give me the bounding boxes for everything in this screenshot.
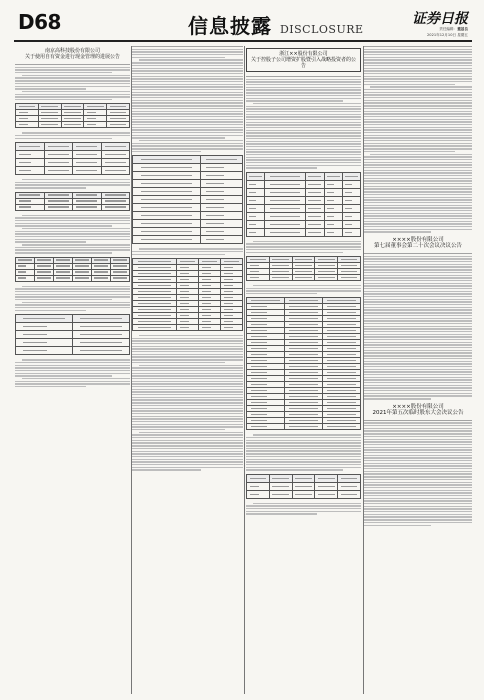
company-name: 浙江××股份有限公司 xyxy=(279,51,328,57)
column-right-1 xyxy=(246,46,361,694)
newspaper-logo: 证券日报 xyxy=(412,11,468,27)
announcement-title: 关于使用自有资金进行现金管理的进展公告 xyxy=(24,54,120,60)
data-table xyxy=(132,258,243,331)
body-text xyxy=(15,64,130,100)
section-title xyxy=(188,10,364,39)
body-text xyxy=(364,420,472,526)
announcement-header xyxy=(246,48,361,72)
masthead xyxy=(14,8,472,42)
company-name: ××××股份有限公司 xyxy=(392,236,444,243)
announcement-title: 第七届董事会第二十次会议决议公告 xyxy=(373,243,462,250)
data-table xyxy=(15,142,130,175)
announcement-title: 关于控股子公司增资扩股暨引入战略投资者的公告 xyxy=(250,57,356,69)
page-number: D68 xyxy=(18,10,61,34)
company-name: 南京高科技股份有限公司 xyxy=(44,48,100,54)
data-table xyxy=(15,103,130,128)
data-table xyxy=(15,257,130,282)
data-table xyxy=(132,155,243,244)
editor-line: 责任编辑：董基良 xyxy=(439,27,468,31)
data-table xyxy=(246,256,361,281)
body-text xyxy=(364,46,472,233)
announcement-header xyxy=(364,237,472,250)
date-line: 2021年12月10日 星期五 xyxy=(427,33,468,37)
column-left xyxy=(15,46,130,694)
data-table xyxy=(246,297,361,430)
body-text xyxy=(132,46,243,152)
data-table xyxy=(15,314,130,355)
column-middle xyxy=(132,46,243,694)
section-title-en: DISCLOSURE xyxy=(279,23,364,36)
announcement-title: 2021年第五次临时股东大会决议公告 xyxy=(372,410,464,417)
announcement-header xyxy=(15,48,130,60)
data-table xyxy=(15,192,130,211)
announcement-header xyxy=(364,404,472,417)
data-table xyxy=(246,474,361,499)
section-title-cn: 信息披露 xyxy=(188,14,272,38)
column-right-2 xyxy=(364,46,472,694)
column-divider xyxy=(244,46,245,694)
body-text xyxy=(364,253,472,400)
company-name: ××××股份有限公司 xyxy=(392,403,444,410)
body-text xyxy=(246,76,361,169)
data-table xyxy=(246,172,361,237)
